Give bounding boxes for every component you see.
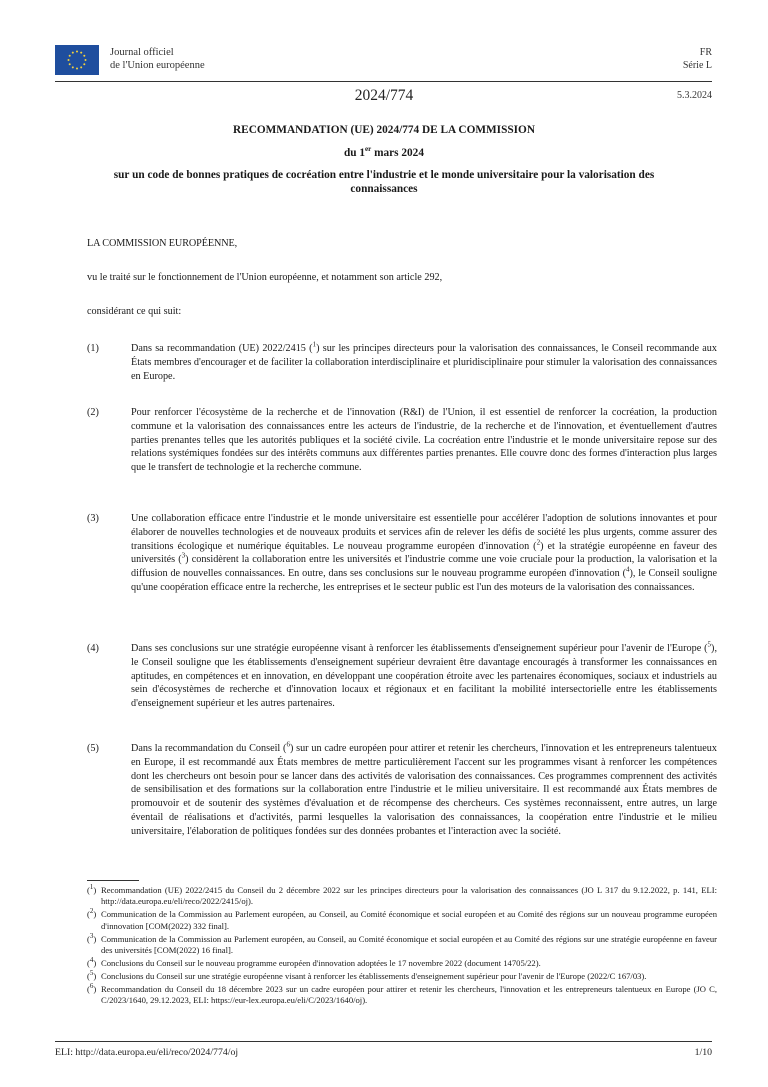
footnote-ref[interactable]: 3 — [181, 552, 186, 560]
footnote-text: Recommandation (UE) 2022/2415 du Conseil du 2 décembre 2022 sur les principes directeurs pour la valorisation des connaissances (JO L 317 du 9.12.2022, p. 141, ELI: http://data.europa.eu/eli/reco/2022/2415/oj). — [101, 885, 717, 907]
text-segment: Dans la recommandation du Conseil ( — [131, 743, 287, 754]
issuing-authority: LA COMMISSION EUROPÉENNE, — [87, 238, 238, 249]
recital-number: (2) — [87, 407, 99, 418]
recital-number: (4) — [87, 643, 99, 654]
footnote-ref[interactable]: 1 — [312, 340, 317, 349]
text-segment: ), le Conseil souligne qu'une coopération efficace entre la recherche, les entreprises et le secteur public est l'un des moteurs de la valorisation des connaissances. — [131, 568, 717, 593]
footnotes — [87, 885, 717, 1008]
recital-number: (5) — [87, 743, 99, 754]
text-segment: ) et la stratégie européenne en faveur des universités ( — [131, 540, 717, 566]
footnote-number: 1 — [89, 883, 94, 892]
footnote-ref[interactable]: 2 — [536, 538, 541, 547]
footnote-number: 5 — [89, 968, 94, 977]
recital-number: (1) — [87, 343, 99, 354]
recital-2 — [87, 406, 717, 475]
recital-1 — [87, 342, 717, 383]
language-series — [683, 46, 712, 72]
footnote-5 — [87, 968, 717, 982]
document-number: 2024/774 — [354, 87, 414, 104]
footnote-6 — [87, 981, 717, 1007]
document-date-line — [100, 146, 668, 160]
whereas-intro: considérant ce qui suit: — [87, 306, 182, 317]
footnote-text: Communication de la Commission au Parlement européen, au Conseil, au Comité économique et social européen et au Comité des régions sur un nouveau programme européen d'innovation [COM(2022) 332 final]. — [101, 909, 717, 931]
document-title: RECOMMANDATION (UE) 2024/774 DE LA COMMISSION — [233, 124, 535, 136]
footnote-text: Conclusions du Conseil sur une stratégie européenne visant à renforcer les établissements d'enseignement supérieur pour l'avenir de l'Europe (2022/C 167/03). — [101, 970, 647, 981]
footnote-text: Communication de la Commission au Parlement européen, au Conseil, au Comité économique et social européen et au Comité des régions sur une stratégie européenne en faveur des universités [COM(2022) 16 final]. — [101, 933, 717, 956]
recital-text — [131, 342, 717, 383]
date-suffix: mars 2024 — [371, 147, 424, 159]
text-segment: Dans ses conclusions sur une stratégie européenne visant à renforcer les établissements d'enseignement supérieur pour l'avenir de l'Europe ( — [131, 643, 708, 654]
footnote-2 — [87, 909, 717, 932]
text-segment: Dans sa recommandation (UE) 2022/2415 ( — [131, 343, 313, 354]
footnote-ref[interactable]: 5 — [707, 640, 712, 649]
journal-header — [55, 45, 712, 77]
document-subject: sur un code de bonnes pratiques de cocréation entre l'industrie et le monde universitaire pour la valorisation des connaissances — [113, 169, 655, 195]
recital-text — [131, 642, 717, 711]
footnote-1 — [87, 885, 717, 908]
footnote-mark: ($^6$) — [87, 981, 97, 994]
footnote-mark: ($^1$) — [87, 883, 97, 895]
legal-basis: vu le traité sur le fonctionnement de l'Union européenne, et notamment son article 292, — [87, 272, 443, 283]
footnote-4 — [87, 958, 717, 969]
footnote-divider — [87, 880, 139, 881]
date-prefix: du 1 — [344, 147, 366, 159]
footnote-ref[interactable]: 6 — [286, 740, 290, 749]
footnote-3 — [87, 931, 717, 957]
text-segment: ) sur les principes directeurs pour la valorisation des connaissances, le Conseil recommande aux États membres d'encourager et de faciliter la collaboration interdisciplinaire et pluridisciplinaire pour stimuler la valorisation des connaissances en Europe. — [131, 343, 717, 382]
footnote-mark: ($^3$) — [87, 931, 97, 944]
header-divider — [55, 81, 712, 82]
footnote-mark: ($^4$) — [87, 956, 97, 968]
recital-5 — [87, 742, 717, 839]
language-code: FR — [699, 47, 712, 58]
recital-text — [131, 742, 717, 839]
series-label: Série L — [682, 60, 712, 71]
text-segment: ) considèrent la collaboration entre les universités et l'industrie comme une voie cruciale pour la production, la valorisation et la diffusion de nouvelles connaissances. En outre, dans ses conclusions sur le nouveau programme européen d'innovation ( — [131, 554, 717, 580]
footnote-text: Conclusions du Conseil sur le nouveau programme européen d'innovation adoptées le 17 novembre 2022 (document 14705/22). — [101, 957, 541, 968]
footnote-number: 3 — [89, 931, 94, 940]
journal-title-line1: Journal officiel — [110, 47, 174, 58]
eu-flag-icon — [55, 45, 99, 75]
recital-text — [131, 512, 717, 595]
footnote-number: 4 — [89, 956, 94, 965]
page-number: 1/10 — [694, 1047, 712, 1058]
date-superscript: er — [365, 145, 372, 154]
footnote-mark: ($^2$) — [87, 907, 97, 920]
footnote-text: Recommandation du Conseil du 18 décembre 2023 sur un cadre européen pour attirer et retenir les chercheurs, l'innovation et les entrepreneurs talentueux en Europe (JO C, C/2023/1640, 29.12.2023, ELI: https://eur-lex.europa.eu/eli/C/2023/1640/oj). — [101, 983, 717, 1006]
footnote-ref[interactable]: 4 — [625, 565, 630, 574]
journal-title-line2: de l'Union européenne — [110, 60, 205, 71]
recital-number: (3) — [87, 513, 99, 524]
footer-divider — [55, 1041, 712, 1042]
text-segment: ), le Conseil souligne que les établissements d'enseignement supérieur devraient être davantage encouragés à transformer les connaissances en aptitudes, en compétences et en innovation, en développant une coopération étroite avec les partenaires économiques, sociaux et industriels au sein d'écosystèmes de recherche et d'innovation locaux et régionaux et en facilitant la mobilité intersectorielle entre les établissements d'enseignement supérieur et les autres partenaires. — [131, 643, 717, 710]
footnote-mark: ($^5$) — [87, 968, 97, 981]
journal-title — [110, 46, 205, 72]
recital-4 — [87, 642, 717, 711]
recital-text: Pour renforcer l'écosystème de la recherche et de l'innovation (R&I) de l'Union, il est essentiel de renforcer la cocréation, la production commune et la valorisation des connaissances entre les acteurs de l'industrie, de la recherche et de l'innovation, et éventuellement d'autres parties prenantes telles que les autorités publiques et la société civile. La cocréation entre l'industrie et le monde universitaire repose sur des relations systémiques fondées sur des intérêts communs aux différentes parties prenantes. Elle couvre donc des formes d'interaction plus larges que le transfert de technologie et la recherche commune. — [131, 407, 717, 474]
text-segment: ) sur un cadre européen pour attirer et retenir les chercheurs, l'innovation et les entrepreneurs talentueux en Europe, il est recommandé aux États membres de mettre particulièrement l'accent sur les programmes visant à renforcer les compétences dont les chercheurs ont besoin pour se lancer dans des activités de valorisation des connaissances. Ces programmes comprennent des activités de sensibilisation et des formations sur la collaboration entre l'industrie et le milieu universitaire. Il est recommandé aux États membres de promouvoir et de soutenir des systèmes d'évaluation et de récompense des chercheurs. Ces systèmes reconnaissent, entre autres, un large éventail de réalisations et d'activités, parmi lesquelles la valorisation des connaissances, la coopération entre l'industrie et le milieu universitaire, l'élaboration de politiques fondées sur des données probantes et l'interaction avec la société. — [131, 743, 717, 837]
footnote-number: 2 — [89, 907, 94, 916]
text-segment: Une collaboration efficace entre l'industrie et le monde universitaire est essentielle pour accélérer l'adoption de solutions innovantes et pour élaborer de nouvelles technologies et de nouveaux produits et services afin de relever les défis de société les plus urgents, comme assurer des transitions écologique et numérique équitables. Le nouveau programme européen d'innovation ( — [131, 513, 717, 552]
publication-date: 5.3.2024 — [677, 90, 712, 101]
recital-3 — [87, 512, 717, 595]
footnote-number: 6 — [89, 981, 94, 990]
eli-link[interactable]: ELI: http://data.europa.eu/eli/reco/2024/774/oj — [55, 1047, 239, 1058]
